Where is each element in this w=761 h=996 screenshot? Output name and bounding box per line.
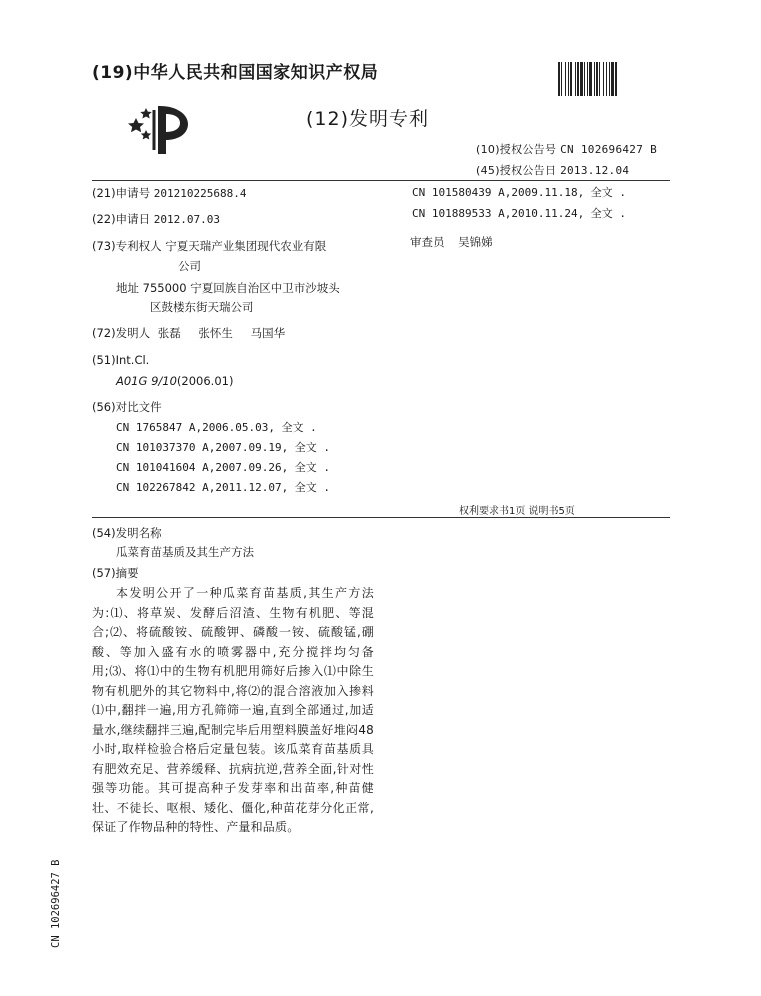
abstract-text: 本发明公开了一种瓜菜育苗基质,其生产方法为:⑴、将草炭、发酵后沼渣、生物有机肥、等混合;⑵、将硫酸铵、硫酸钾、磷酸一铵、硫酸锰,硼酸、等加入盛有水的喷雾器中,充分搅拌均匀备用;⑶、将⑴中的生物有机肥用筛好后掺入⑴中除生物有机肥外的其它物料中,将⑵的混合溶液加入掺料⑴中,翻拌一遍,用方孔筛筛一遍,直到全部通过,加适量水,继续翻拌三遍,配制完毕后用塑料膜盖好堆闷48小时,取样检验合格后定量包装。该瓜菜育苗基质具有肥效充足、营养缓释、抗病抗逆,营养全面,针对性强等功能。其可提高种子发芽率和出苗率,种苗健壮、不徒长、呕根、矮化、僵化,种苗花芽分化正常,保证了作物品种的特性、产量和品质。 (92, 586, 374, 834)
patentee-line2: 公司 (178, 259, 201, 273)
inventor-3: 马国华 (250, 326, 286, 340)
publication-number: CN 102696427 B (560, 143, 657, 156)
header-divider (92, 180, 670, 181)
document-type: (12)发明专利 (306, 108, 430, 130)
publication-number-label: (10)授权公告号 (476, 143, 557, 156)
cnipa-logo-icon (126, 100, 196, 156)
barcode (558, 62, 670, 96)
cited-reference: CN 101580439 A,2009.11.18, 全文 . (412, 186, 627, 199)
inventor-2: 张怀生 (198, 326, 233, 340)
section-divider (92, 517, 670, 518)
cited-reference: CN 101037370 A,2007.09.19, 全文 . (116, 441, 331, 454)
inventors-label: (72)发明人 (92, 326, 151, 340)
address-line1: 755000 宁夏回族自治区中卫市沙坡头 (142, 281, 340, 295)
address-line2: 区鼓楼东街天瑞公司 (150, 300, 254, 314)
invention-title: 瓜菜育苗基质及其生产方法 (116, 545, 254, 559)
publication-date: 2013.12.04 (560, 164, 630, 177)
application-number: 201210225688.4 (153, 187, 247, 200)
publication-number-row (476, 141, 657, 157)
cited-reference: CN 102267842 A,2011.12.07, 全文 . (116, 481, 331, 494)
cited-reference: CN 101041604 A,2007.09.26, 全文 . (116, 461, 331, 474)
application-date: 2012.07.03 (153, 213, 220, 226)
int-cl-year: (2006.01) (176, 374, 234, 388)
address-row (116, 279, 340, 297)
publication-date-label: (45)授权公告日 (476, 164, 557, 177)
application-number-row (92, 184, 246, 203)
patentee-line1: 宁夏天瑞产业集团现代农业有限 (165, 239, 327, 253)
examiner-row (410, 233, 493, 251)
inventors-row (92, 324, 285, 342)
address-label: 地址 (116, 281, 139, 295)
pages-note: 权利要求书1页 说明书5页 (459, 506, 575, 517)
application-number-label: (21)申请号 (92, 186, 151, 200)
patentee-label: (73)专利权人 (92, 239, 162, 253)
cited-reference: CN 101889533 A,2010.11.24, 全文 . (412, 207, 627, 220)
side-publication-number: CN 102696427 B (50, 859, 62, 948)
patentee-row (92, 237, 326, 255)
cited-references-label: (56)对比文件 (92, 400, 162, 414)
int-cl-label: (51)Int.Cl. (92, 353, 150, 367)
abstract-label: (57)摘要 (92, 566, 139, 580)
cited-reference: CN 1765847 A,2006.05.03, 全文 . (116, 421, 317, 434)
int-cl-row (116, 372, 233, 390)
application-date-label: (22)申请日 (92, 212, 151, 226)
publication-date-row (476, 162, 629, 178)
examiner-label: 审查员 (410, 235, 445, 249)
application-date-row (92, 210, 220, 229)
int-cl-code: A01G 9/10 (116, 374, 177, 388)
inventor-1: 张磊 (157, 326, 181, 340)
issuing-office: (19)中华人民共和国国家知识产权局 (92, 63, 379, 83)
examiner-name: 吴锦娣 (458, 235, 493, 249)
invention-title-label: (54)发明名称 (92, 526, 162, 540)
